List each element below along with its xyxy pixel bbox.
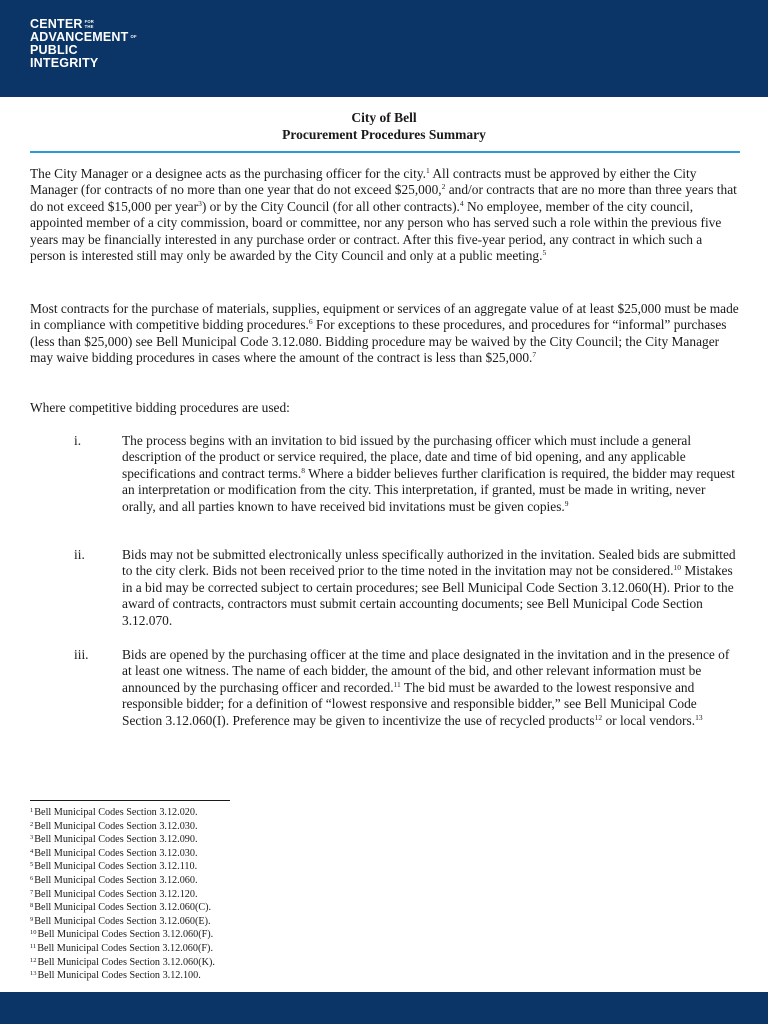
footnote-ref: 8	[301, 465, 305, 475]
logo-small-for-the: FOR THE	[84, 18, 95, 29]
organization-logo	[30, 18, 137, 70]
footnote-ref: 12	[594, 712, 603, 722]
document-subtitle: Procurement Procedures Summary	[282, 127, 486, 142]
footnote-ref: 10	[673, 563, 681, 573]
list-item-number: ii.	[74, 547, 85, 562]
logo-small-of: OF	[130, 34, 137, 40]
list-item-number: i.	[74, 433, 82, 448]
footnote: $^9$Bell Municipal Codes Section 3.12.060(E).	[30, 915, 211, 927]
paragraph-purchasing-officer: The City Manager or a designee acts as the purchasing officer for the city.$^1$ All contracts must be approved by either the City Manager (for contracts of no more than one year that do not exceed $25,000,$^2$ and/or contracts that are no more than three years that do not exceed $15,000 per year$^3$) or by the City Council (for all other contracts).$^4$ No employee, member of the city council, appointed member of a city commission, board or committee, nor any person who has served such a role within the previous five years may be financially interested in any purchase order or contract. After this five-year period, any contract in which such a person is interested still may only be awarded by the City Council and only at a public meeting.$^5$	[30, 166, 737, 264]
footnote-ref: 11	[393, 679, 401, 689]
footnote-ref: 4	[459, 198, 464, 208]
list-item-text: Bids are opened by the purchasing officer at the time and place designated in the invitation and in the presence of at least one witness. The name of each bidder, the amount of the bid, and other relevant information must be announced by the purchasing officer and recorded.$^{11}$ The bid must be awarded to the lowest responsive and responsible bidder; for a definition of “lowest responsive and responsible bidder,” see Bell Municipal Code Section 3.12.060(I). Preference may be given to incentivize the use of recycled products$^{12}$ or local vendors.$^{13}$	[122, 647, 730, 728]
footnote-ref: 1	[426, 166, 430, 175]
footnote-ref: 9	[564, 498, 569, 508]
footnote: $^7$Bell Municipal Codes Section 3.12.120.	[30, 888, 198, 900]
footnote: $^2$Bell Municipal Codes Section 3.12.030.	[30, 820, 198, 832]
footnote: $^3$Bell Municipal Codes Section 3.12.090.	[30, 834, 198, 846]
paragraph-competitive-bidding: Most contracts for the purchase of materials, supplies, equipment or services of an aggregate value of at least $25,000 must be made in compliance with competitive bidding procedures.$^6$ For exceptions to these procedures, and procedures for “informal” purchases (less than $25,000) see Bell Municipal Code 3.12.080. Bidding procedure may be waived by the City Council; the City Manager may waive bidding procedures in cases where the amount of the contract is less than $25,000.$^7$	[30, 301, 739, 366]
footnote-ref: 7	[532, 350, 537, 360]
footnote-ref: 2	[441, 182, 446, 192]
footnote: $^8$Bell Municipal Codes Section 3.12.060(C).	[30, 902, 212, 914]
logo-line-advancement: ADVANCEMENT	[30, 30, 129, 44]
footnote: $^{13}$Bell Municipal Codes Section 3.12.100.	[30, 970, 201, 982]
paragraph-list-intro: Where competitive bidding procedures are used:	[30, 400, 290, 415]
list-item-text: Bids may not be submitted electronically unless specifically authorized in the invitation. Sealed bids are submitted to the city clerk. Bids not been received prior to the time noted in the invitation may not be considered.$^{10}$ Mistakes in a bid may be corrected subject to certain procedures; see Bell Municipal Code Section 3.12.060(H). Prior to the award of contracts, contractors must submit certain accounting documents; see Bell Municipal Code Section 3.12.070.	[122, 547, 736, 628]
footer-band	[0, 992, 768, 1024]
list-item-number: iii.	[74, 647, 89, 662]
document-title: City of Bell	[351, 110, 417, 125]
list-item-text: The process begins with an invitation to bid issued by the purchasing officer which must include a general description of the product or service required, the place, date and time of bid opening, and any applicable specifications and contract terms.$^8$ Where a bidder believes further clarification is required, the bidder may request an interpretation or modification from the city. This interpretation, if granted, must be made in writing, never orally, and all parties known to have received bid invitations must be given copies.$^9$	[122, 433, 735, 514]
footnotes-list	[30, 806, 215, 983]
footnote-ref: 6	[308, 317, 313, 327]
footnote: $^{11}$Bell Municipal Codes Section 3.12.060(F).	[30, 942, 213, 954]
title-divider	[30, 151, 740, 153]
header-band	[0, 0, 768, 97]
footnote: $^{12}$Bell Municipal Codes Section 3.12.060(K).	[30, 956, 215, 968]
logo-line-integrity: INTEGRITY	[30, 56, 99, 70]
footnote: $^6$Bell Municipal Codes Section 3.12.060.	[30, 874, 198, 886]
footnote: $^{10}$Bell Municipal Codes Section 3.12.060(F).	[30, 929, 214, 941]
footnote-ref: 13	[695, 712, 703, 722]
footnote-ref: 5	[542, 248, 547, 258]
footnote: $^5$Bell Municipal Codes Section 3.12.110.	[30, 861, 198, 873]
footnote-ref: 3	[198, 198, 202, 208]
logo-line-center: CENTER	[30, 17, 83, 31]
footnote: $^1$Bell Municipal Codes Section 3.12.020.	[30, 807, 198, 818]
footnote-divider	[30, 800, 230, 801]
logo-line-public: PUBLIC	[30, 43, 78, 57]
footnote: $^4$Bell Municipal Codes Section 3.12.030.	[30, 847, 198, 859]
